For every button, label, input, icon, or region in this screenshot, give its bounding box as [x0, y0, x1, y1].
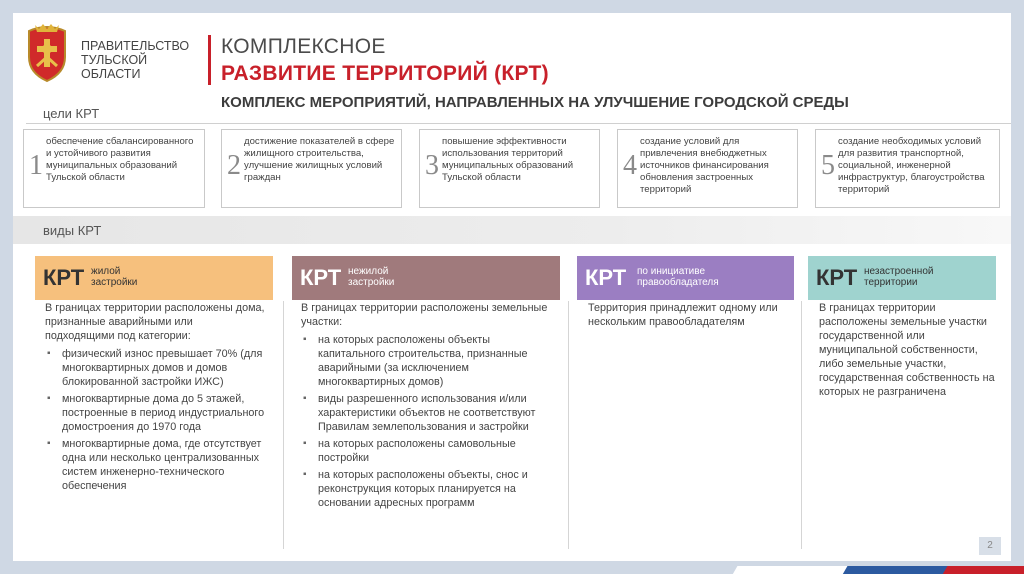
type-card-body-owner-initiative: [588, 301, 793, 332]
type-name-line1: нежилой: [348, 266, 389, 277]
organization-name: [81, 39, 189, 81]
column-divider: [568, 301, 569, 549]
goal-number: 5: [821, 150, 835, 181]
type-abbr: КРТ: [43, 265, 85, 290]
type-abbr: КРТ: [300, 265, 342, 290]
card-intro: В границах территории расположены дома, признанные аварийными или подходящими под категории:: [45, 302, 265, 342]
type-name-line2: правообладателя: [637, 277, 719, 288]
goal-number: 1: [29, 150, 43, 181]
title-line1: КОМПЛЕКСНОЕ: [221, 35, 386, 58]
type-card-header-undeveloped: [808, 256, 996, 300]
type-abbr: КРТ: [816, 265, 858, 290]
goals-label: цели КРТ: [43, 106, 100, 121]
list-item: ▪ физический износ превышает 70% (для многоквартирных домов и домов блокированной застройки ИЖС): [45, 347, 265, 389]
list-item: ▪ на которых расположены самовольные постройки: [301, 437, 556, 465]
goal-number: 4: [623, 150, 637, 181]
page-number: 2: [979, 537, 1001, 555]
list-item: ▪ многоквартирные дома до 5 этажей, построенные в период индустриального домостроения до 1970 года: [45, 392, 265, 434]
goal-text: повышение эффективности использования территорий муниципальных образований Тульской области: [442, 136, 574, 183]
org-line2: ТУЛЬСКОЙ: [81, 53, 148, 67]
goal-text: создание условий для привлечения внебюджетных источников финансирования обновления застроенных территорий: [640, 136, 769, 195]
card-bullet-list: [45, 347, 265, 493]
goal-number: 3: [425, 150, 439, 181]
subtitle: КОМПЛЕКС МЕРОПРИЯТИЙ, НАПРАВЛЕННЫХ НА УЛУЧШЕНИЕ ГОРОДСКОЙ СРЕДЫ: [221, 94, 849, 111]
goal-card-1: [23, 129, 205, 208]
types-section-bar: [13, 216, 1011, 244]
coat-of-arms-icon: [23, 21, 71, 83]
goal-number: 2: [227, 150, 241, 181]
goal-text: достижение показателей в сфере жилищного строительства, улучшение жилищных условий граждан: [244, 136, 395, 183]
goals-divider: [26, 123, 1011, 124]
type-name: [864, 266, 933, 288]
slide: [13, 13, 1011, 561]
decor-stripe-red: [941, 566, 1024, 574]
list-item: ▪ многоквартирные дома, где отсутствует одна или несколько централизованных систем инженерно-технического обеспечения: [45, 437, 265, 493]
goal-card-4: [617, 129, 798, 208]
column-divider: [283, 301, 284, 549]
type-name-line2: застройки: [348, 277, 395, 288]
goal-text: обеспечение сбалансированного и устойчивого развития муниципальных образований Тульской области: [46, 136, 194, 183]
card-intro: В границах территории расположены земельные участки:: [301, 302, 548, 328]
type-card-header-nonresidential: [292, 256, 560, 300]
goal-text: создание необходимых условий для развития транспортной, социальной, инженерной инфраструктур, благоустройства территорий: [838, 136, 985, 195]
decor-stripe-white: [731, 566, 858, 574]
org-line3: ОБЛАСТИ: [81, 67, 141, 81]
type-name: [91, 266, 137, 288]
types-label: виды КРТ: [43, 223, 102, 238]
list-item: ▪ виды разрешенного использования и/или характеристики объектов не соответствуют Правилам землепользования и застройки: [301, 392, 556, 434]
list-item: ▪ на которых расположены объекты капитального строительства, признанные аварийными (за исключением многоквартирных домов): [301, 333, 556, 389]
decor-stripe-blue: [841, 566, 958, 574]
type-name: [348, 266, 394, 288]
type-name-line1: жилой: [91, 266, 121, 277]
type-card-body-nonresidential: [301, 301, 556, 513]
type-card-header-residential: [35, 256, 273, 300]
goal-card-3: [419, 129, 600, 208]
type-name-line2: территории: [864, 277, 918, 288]
type-card-body-residential: [45, 301, 265, 496]
card-intro: В границах территории расположены земельные участки государственной или муниципальной собственности, либо земельные участки, государственная собственность на которых не разграничена: [819, 302, 995, 398]
column-divider: [801, 301, 802, 549]
list-item: ▪ на которых расположены объекты, снос и реконструкция которых планируется на основании адресных программ: [301, 468, 556, 510]
goal-card-2: [221, 129, 402, 208]
type-card-body-undeveloped: [819, 301, 999, 402]
org-line1: ПРАВИТЕЛЬСТВО: [81, 39, 190, 53]
type-name-line1: по инициативе: [637, 266, 706, 277]
goal-card-5: [815, 129, 1000, 208]
card-intro: Территория принадлежит одному или нескольким правообладателям: [588, 302, 778, 328]
type-name-line2: застройки: [91, 277, 138, 288]
title-line2: РАЗВИТИЕ ТЕРРИТОРИЙ (КРТ): [221, 62, 549, 85]
type-card-header-owner-initiative: [577, 256, 794, 300]
type-name-line1: незастроенной: [864, 266, 934, 277]
title-divider: [208, 35, 211, 85]
type-abbr: КРТ: [585, 265, 627, 290]
card-bullet-list: [301, 333, 556, 510]
type-name: [637, 266, 719, 288]
